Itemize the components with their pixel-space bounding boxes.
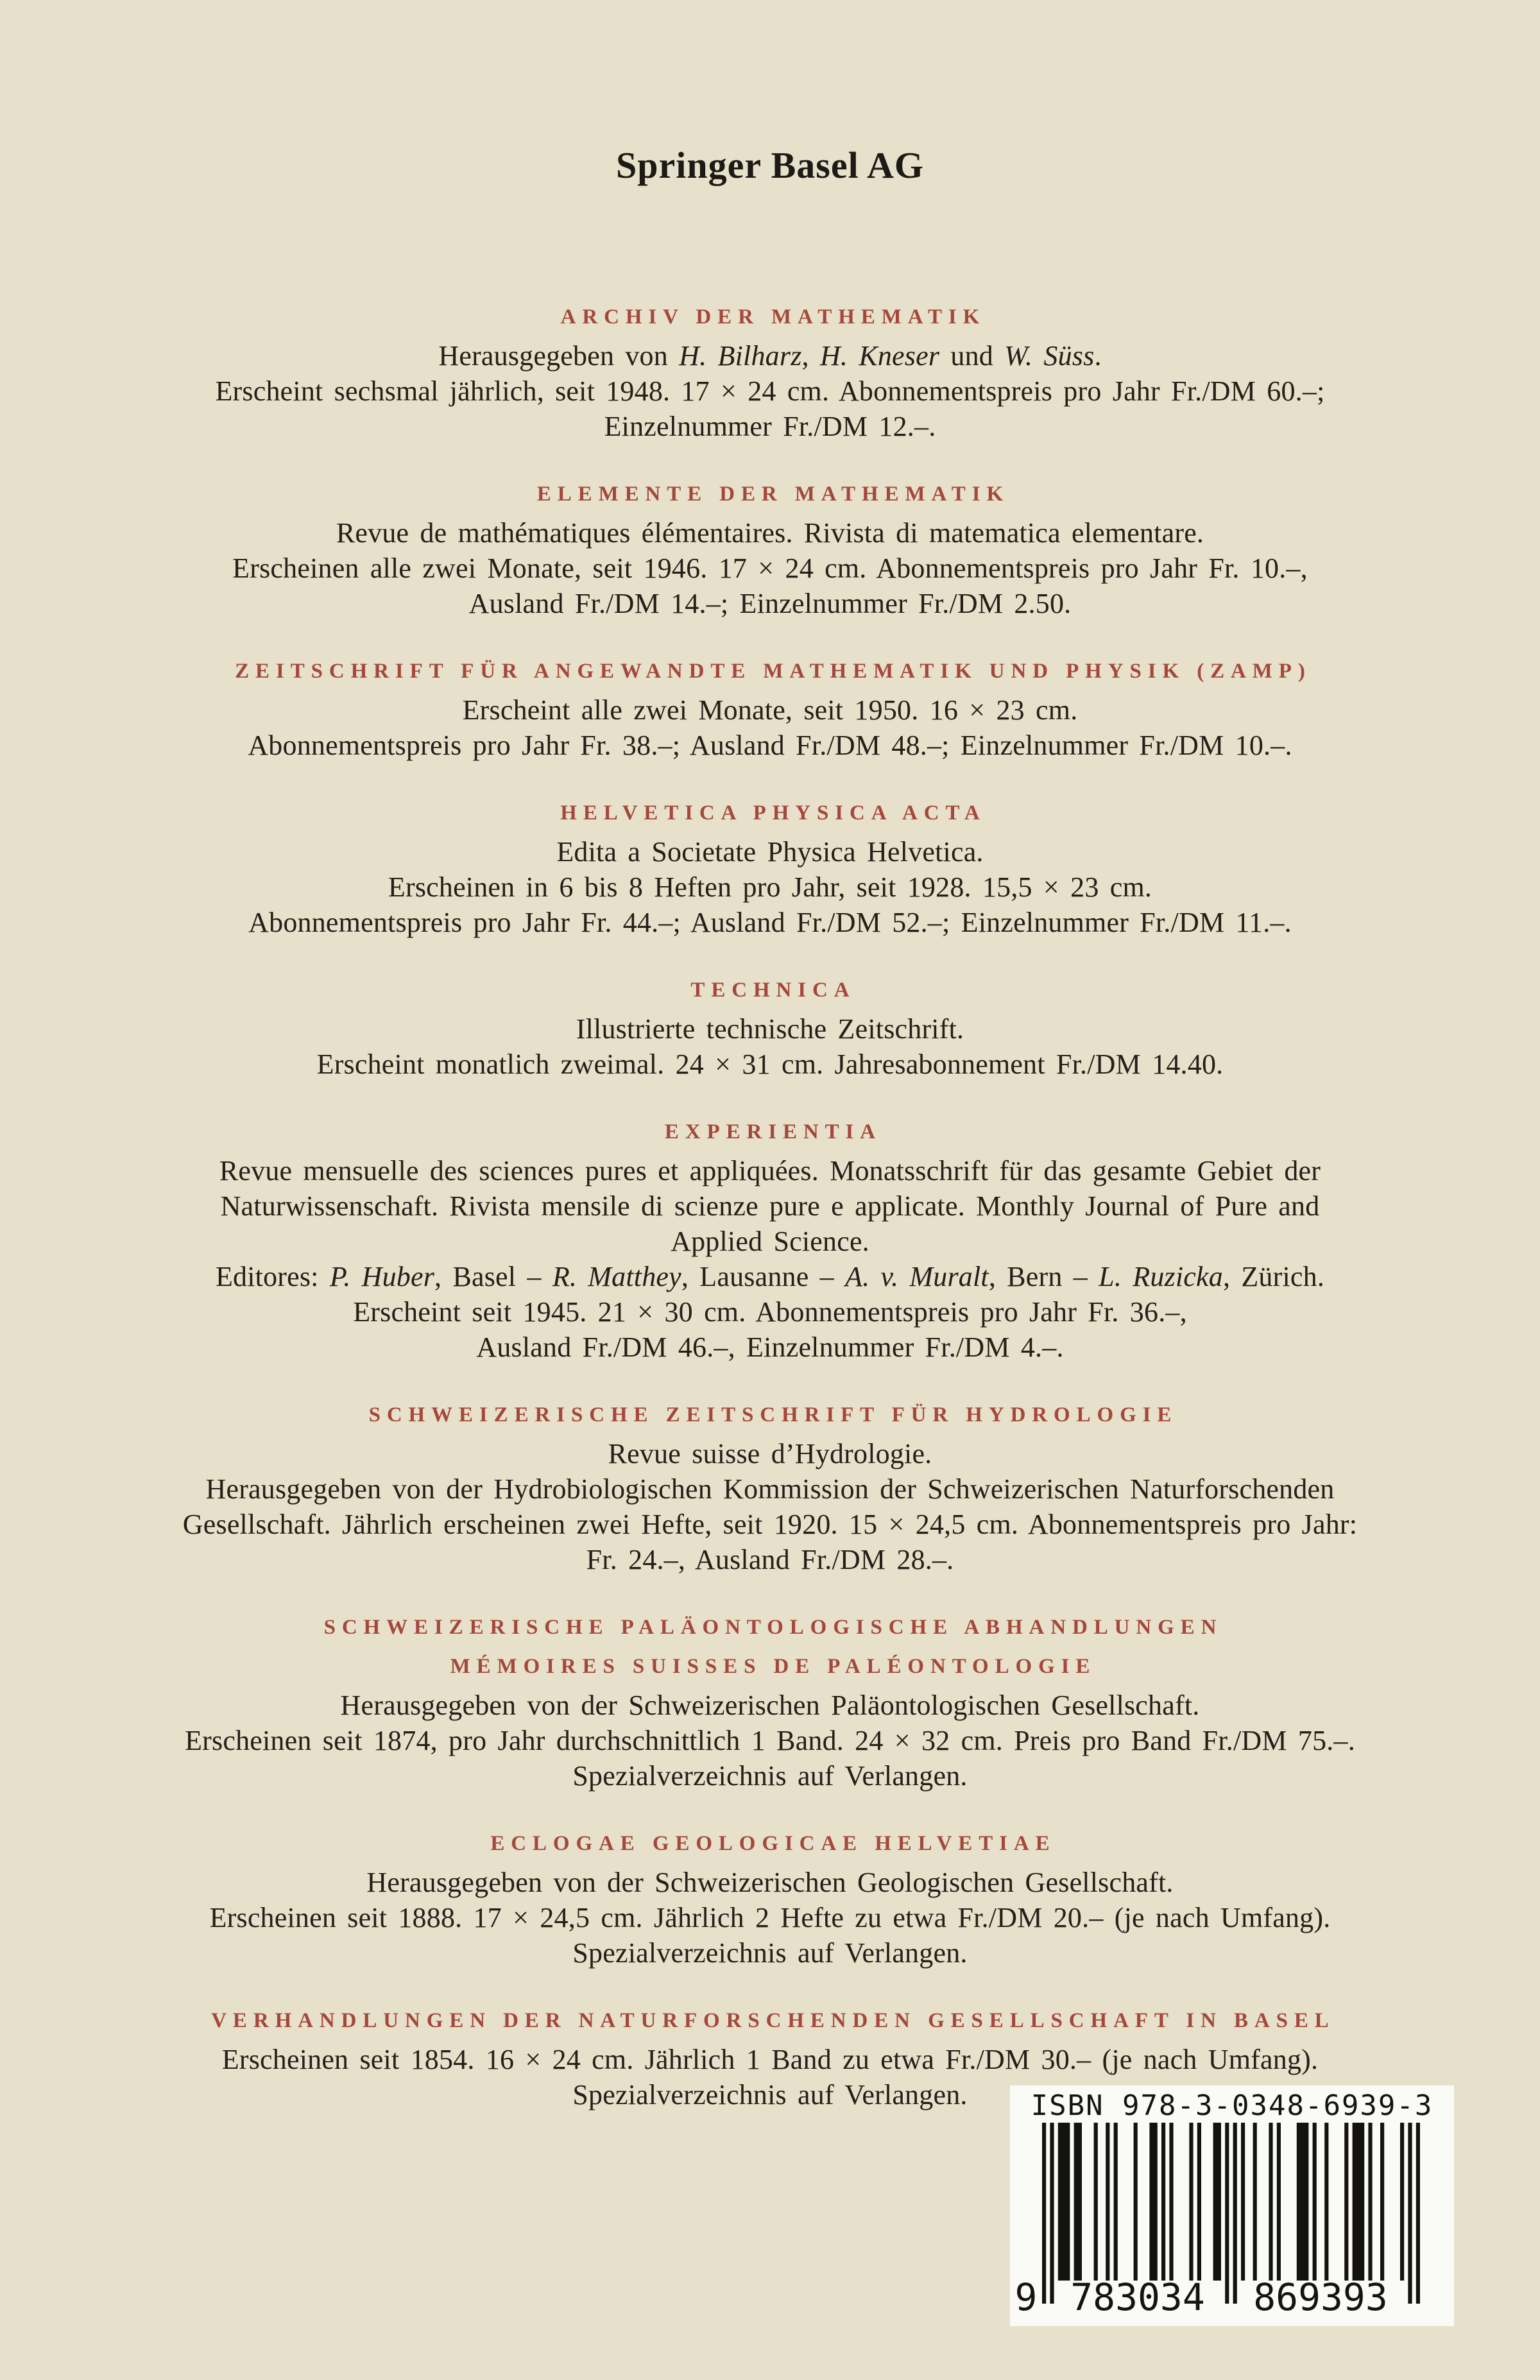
editor-name: R. Matthey (552, 1261, 681, 1292)
section-body-line (38, 1224, 1502, 1259)
isbn-barcode (1010, 2085, 1454, 2326)
text-segment: Erscheinen seit 1854. 16 × 24 cm. Jährlich 1 Band zu etwa Fr./DM 30.– (je nach Umfang). (221, 2044, 1319, 2075)
section-body-line (38, 1259, 1502, 1294)
editor-name: H. Bilharz (679, 340, 802, 372)
section-body-line (38, 1011, 1502, 1047)
text-segment: Fr. 24.–, Ausland Fr./DM 28.–. (586, 1544, 954, 1575)
text-segment: , Lausanne – (681, 1261, 846, 1292)
text-segment: Illustrierte technische Zeitschrift. (576, 1013, 964, 1045)
section-heading: ARCHIV DER MATHEMATIK (560, 305, 986, 329)
section-body-line (38, 1507, 1502, 1542)
text-segment: Erscheint sechsmal jährlich, seit 1948. 17 × 24 cm. Abonnementspreis pro Jahr Fr./DM 60.–; (215, 375, 1325, 407)
text-segment: Revue mensuelle des sciences pures et appliquées. Monatsschrift für das gesamte Gebiet der (219, 1155, 1321, 1186)
text-segment: Herausgegeben von der Schweizerischen Paläontologischen Gesellschaft. (340, 1690, 1200, 1721)
text-segment: Erscheinen seit 1874, pro Jahr durchschnittlich 1 Band. 24 × 32 cm. Preis pro Band Fr./DM 75.–. (185, 1725, 1355, 1756)
text-segment: Abonnementspreis pro Jahr Fr. 44.–; Ausland Fr./DM 52.–; Einzelnummer Fr./DM 11.–. (248, 907, 1292, 938)
text-segment: , Zürich. (1222, 1261, 1325, 1292)
text-segment: Ausland Fr./DM 14.–; Einzelnummer Fr./DM 2.50. (468, 588, 1072, 619)
section-body-line (38, 1153, 1502, 1188)
section-body-line (38, 551, 1502, 586)
editor-name: W. Süss (1004, 340, 1095, 372)
section-body-line (38, 1188, 1502, 1224)
text-segment: Erscheinen in 6 bis 8 Heften pro Jahr, seit 1928. 15,5 × 23 cm. (388, 871, 1152, 903)
section-body-line (38, 1900, 1502, 1935)
section-body-line (38, 1935, 1502, 1971)
section-body-line (38, 1294, 1502, 1330)
text-segment: , Basel – (434, 1261, 552, 1292)
text-segment: Applied Science. (671, 1226, 869, 1257)
isbn-label: ISBN 978-3-0348-6939-3 (1031, 2089, 1433, 2122)
section-body-line (38, 869, 1502, 905)
section-body-line (38, 1758, 1502, 1794)
section-body-line (38, 1688, 1502, 1723)
section-body-line (38, 834, 1502, 869)
text-segment: und (939, 340, 1005, 372)
barcode-check-digit: 9 (1014, 2275, 1038, 2319)
section-heading: ELEMENTE DER MATHEMATIK (536, 483, 1010, 506)
journal-section (0, 972, 1540, 1082)
text-segment: Naturwissenschaft. Rivista mensile di scienze pure e applicate. Monthly Journal of Pure and (220, 1190, 1320, 1222)
section-heading: ZEITSCHRIFT FÜR ANGEWANDTE MATHEMATIK UND PHYSIK (ZAMP) (235, 660, 1312, 683)
text-segment: Revue de mathématiques élémentaires. Rivista di matematica elementare. (336, 517, 1204, 549)
section-body-line (38, 409, 1502, 444)
barcode-left-group: 783034 (1070, 2275, 1205, 2319)
journal-section (0, 1114, 1540, 1365)
section-body-line (38, 1330, 1502, 1365)
section-body-line (38, 905, 1502, 940)
text-segment: Erscheinen seit 1888. 17 × 24,5 cm. Jährlich 2 Hefte zu etwa Fr./DM 20.– (je nach Umfang). (209, 1902, 1331, 1933)
barcode-right-group: 869393 (1253, 2275, 1388, 2319)
section-body-line (38, 1542, 1502, 1577)
journal-list (0, 299, 1540, 2112)
text-segment: , (801, 340, 820, 372)
text-segment: Herausgegeben von (438, 340, 680, 372)
journal-section (0, 1826, 1540, 1971)
section-heading: MÉMOIRES SUISSES DE PALÉONTOLOGIE (450, 1655, 1097, 1678)
journal-section (0, 299, 1540, 444)
text-segment: Revue suisse d’Hydrologie. (608, 1438, 932, 1469)
section-body-line (38, 1723, 1502, 1758)
text-segment: Spezialverzeichnis auf Verlangen. (572, 1760, 968, 1792)
journal-section (0, 476, 1540, 621)
text-segment: Einzelnummer Fr./DM 12.–. (604, 411, 936, 442)
section-heading: ECLOGAE GEOLOGICAE HELVETIAE (490, 1832, 1056, 1855)
section-heading: VERHANDLUNGEN DER NATURFORSCHENDEN GESELLSCHAFT IN BASEL (211, 2009, 1335, 2032)
text-segment: Herausgegeben von der Schweizerischen Geologischen Gesellschaft. (366, 1867, 1174, 1898)
text-segment: Edita a Societate Physica Helvetica. (556, 836, 984, 868)
section-heading: SCHWEIZERISCHE PALÄONTOLOGISCHE ABHANDLUNGEN (323, 1616, 1223, 1639)
editor-name: P. Huber (329, 1261, 435, 1292)
section-heading: EXPERIENTIA (664, 1120, 882, 1143)
section-body-line (38, 338, 1502, 373)
section-heading: TECHNICA (690, 979, 856, 1002)
journal-section (0, 1397, 1540, 1577)
text-segment: Editores: (215, 1261, 330, 1292)
journal-section (0, 795, 1540, 940)
text-segment: Spezialverzeichnis auf Verlangen. (572, 2079, 968, 2110)
section-body-line (38, 2042, 1502, 2077)
text-segment: Gesellschaft. Jährlich erscheinen zwei Hefte, seit 1920. 15 × 24,5 cm. Abonnementspreis pro Jahr: (182, 1509, 1358, 1540)
journal-section (0, 1609, 1540, 1794)
editor-name: A. v. Muralt (845, 1261, 989, 1292)
section-body-line (38, 586, 1502, 621)
section-body-line (38, 1436, 1502, 1471)
section-body-line (38, 1471, 1502, 1507)
text-segment: Erscheint seit 1945. 21 × 30 cm. Abonnementspreis pro Jahr Fr. 36.–, (353, 1296, 1187, 1328)
section-body-line (38, 515, 1502, 551)
section-heading: HELVETICA PHYSICA ACTA (560, 801, 986, 825)
publisher-title: Springer Basel AG (616, 144, 924, 186)
editor-name: H. Kneser (819, 340, 940, 372)
text-segment: Erscheint monatlich zweimal. 24 × 31 cm. Jahresabonnement Fr./DM 14.40. (316, 1049, 1224, 1080)
section-body-line (38, 1047, 1502, 1082)
text-segment: Herausgegeben von der Hydrobiologischen Kommission der Schweizerischen Naturforschenden (205, 1473, 1335, 1505)
text-segment: Spezialverzeichnis auf Verlangen. (572, 1937, 968, 1969)
text-segment: . (1094, 340, 1102, 372)
section-body-line (38, 728, 1502, 763)
editor-name: L. Ruzicka (1099, 1261, 1223, 1292)
section-heading: SCHWEIZERISCHE ZEITSCHRIFT FÜR HYDROLOGIE (368, 1403, 1178, 1426)
journal-section (0, 653, 1540, 763)
section-body-line (38, 1865, 1502, 1900)
section-body-line (38, 692, 1502, 728)
text-segment: Ausland Fr./DM 46.–, Einzelnummer Fr./DM 4.–. (476, 1331, 1064, 1363)
text-segment: Abonnementspreis pro Jahr Fr. 38.–; Ausland Fr./DM 48.–; Einzelnummer Fr./DM 10.–. (248, 730, 1292, 761)
text-segment: Erscheinen alle zwei Monate, seit 1946. 17 × 24 cm. Abonnementspreis pro Jahr Fr. 10.–, (232, 552, 1308, 584)
text-segment: Erscheint alle zwei Monate, seit 1950. 16 × 23 cm. (462, 694, 1078, 726)
section-body-line (38, 373, 1502, 409)
text-segment: , Bern – (988, 1261, 1099, 1292)
